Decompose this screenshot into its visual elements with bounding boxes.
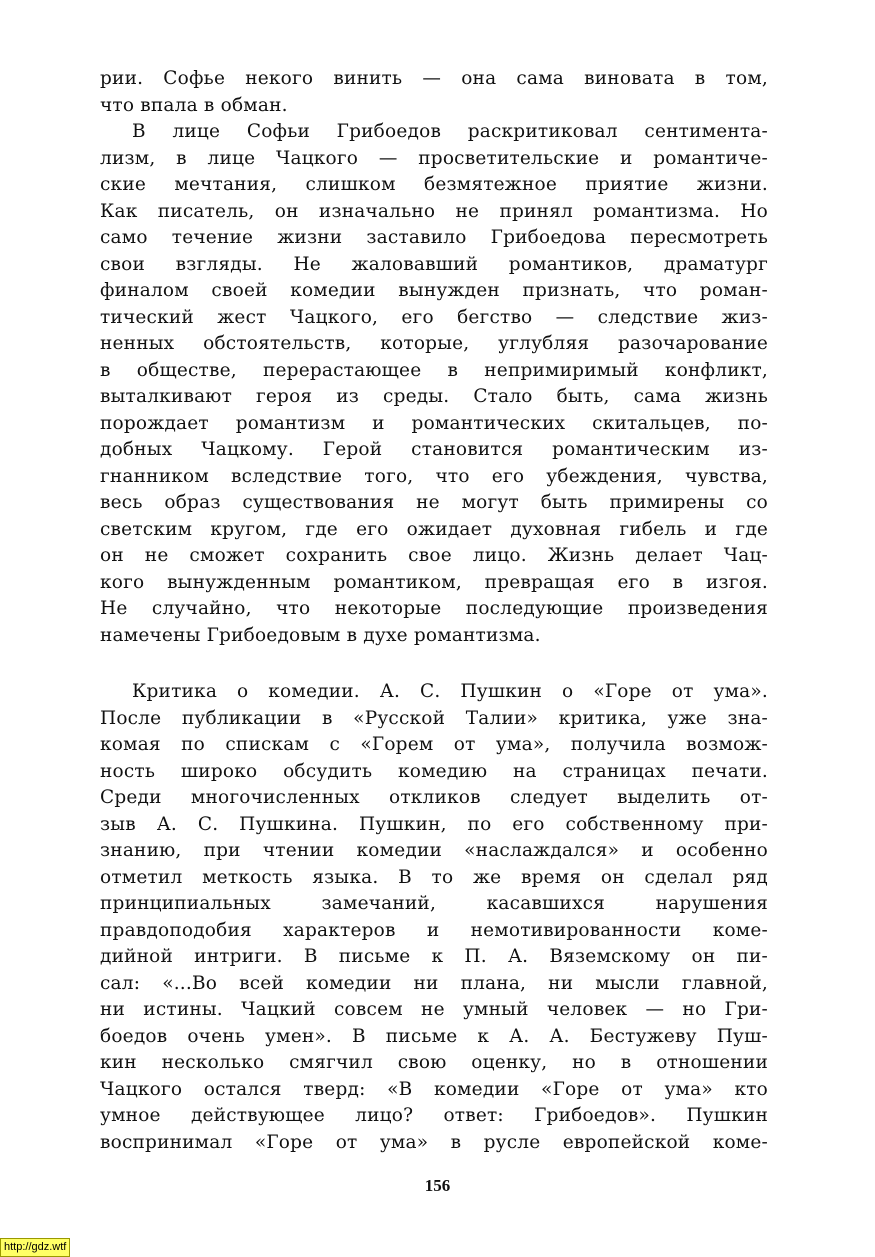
text-line: гнанником вследствие того, что его убеждения, чувства, <box>100 465 768 487</box>
text-line: ненных обстоятельств, которые, углубляя разочарование <box>100 333 768 354</box>
text-line: весь образ существования не могут быть примирены со <box>100 492 768 513</box>
text-line: в обществе, перерастающее в непримиримый конфликт, <box>100 359 768 381</box>
text-line: что впала в обман. <box>100 94 288 116</box>
page-number: 156 <box>424 1176 451 1195</box>
text-line: Среди многочисленных откликов следует выделить от- <box>100 787 768 808</box>
text-line: ские мечтания, слишком безмятежное приятие жизни. <box>100 174 768 195</box>
text-line: кин несколько смягчил свою оценку, но в отношении <box>100 1052 768 1073</box>
text-line: умное действующее лицо? ответ: Грибоедов». Пушкин <box>100 1105 768 1126</box>
text-line: дийной интриги. В письме к П. А. Вяземскому он пи- <box>100 946 768 967</box>
text-line: комая по спискам с «Горем от ума», получила возмож- <box>100 734 768 755</box>
section-gap <box>100 649 768 679</box>
text-line: Не случайно, что некоторые последующие произведения <box>100 598 768 619</box>
text-line: Чацкого остался тверд: «В комедии «Горе от ума» кто <box>100 1078 768 1100</box>
paragraph-2 <box>100 119 768 649</box>
text-line: выталкивают героя из среды. Стало быть, сама жизнь <box>100 386 768 407</box>
text-line: Критика о комедии. А. С. Пушкин о «Горе от ума». <box>132 681 768 702</box>
text-line: боедов очень умен». В письме к А. А. Бестужеву Пуш- <box>100 1025 768 1047</box>
text-line: воспринимал «Горе от ума» в русле европейской коме- <box>100 1131 768 1153</box>
text-line: намечены Грибоедовым в духе романтизма. <box>100 624 541 646</box>
text-line: ность широко обсудить комедию на страницах печати. <box>100 760 768 782</box>
text-line: порождает романтизм и романтических скитальцев, по- <box>100 412 768 434</box>
text-line: зыв А. С. Пушкина. Пушкин, по его собственному при- <box>100 813 768 835</box>
text-line: сал: «...Во всей комедии ни плана, ни мысли главной, <box>100 972 768 994</box>
text-line: кого вынужденным романтиком, превращая его в изгоя. <box>100 571 768 593</box>
text-line: светским кругом, где его ожидает духовная гибель и где <box>100 518 768 540</box>
paragraph-1 <box>100 66 768 119</box>
text-line: ни истины. Чацкий совсем не умный человек — но Гри- <box>100 999 768 1020</box>
text-line: он не сможет сохранить свое лицо. Жизнь делает Чац- <box>100 545 768 566</box>
text-line: знанию, при чтении комедии «наслаждался» и особенно <box>100 840 768 861</box>
text-line: лизм, в лице Чацкого — просветительские и романтиче- <box>100 147 768 169</box>
page-body <box>100 66 768 1156</box>
text-line: рии. Софье некого винить — она сама виновата в том, <box>100 68 768 89</box>
text-line: В лице Софьи Грибоедов раскритиковал сентимента- <box>132 121 768 142</box>
text-line: тический жест Чацкого, его бегство — следствие жиз- <box>100 306 768 328</box>
text-line: само течение жизни заставило Грибоедова пересмотреть <box>100 227 768 248</box>
text-line: правдоподобия характеров и немотивированности коме- <box>100 919 768 941</box>
paragraph-3 <box>100 679 768 1156</box>
text-line: свои взгляды. Не жаловавший романтиков, драматург <box>100 253 768 275</box>
text-line: принципиальных замечаний, касавшихся нарушения <box>100 893 768 914</box>
watermark-link[interactable]: http://gdz.wtf <box>0 1238 70 1257</box>
text-line: добных Чацкому. Герой становится романтическим из- <box>100 439 768 460</box>
text-line: После публикации в «Русской Талии» критика, уже зна- <box>100 707 768 729</box>
text-line: отметил меткость языка. В то же время он сделал ряд <box>100 866 768 888</box>
text-line: Как писатель, он изначально не принял романтизма. Но <box>100 200 768 222</box>
text-line: финалом своей комедии вынужден признать, что роман- <box>100 280 768 301</box>
